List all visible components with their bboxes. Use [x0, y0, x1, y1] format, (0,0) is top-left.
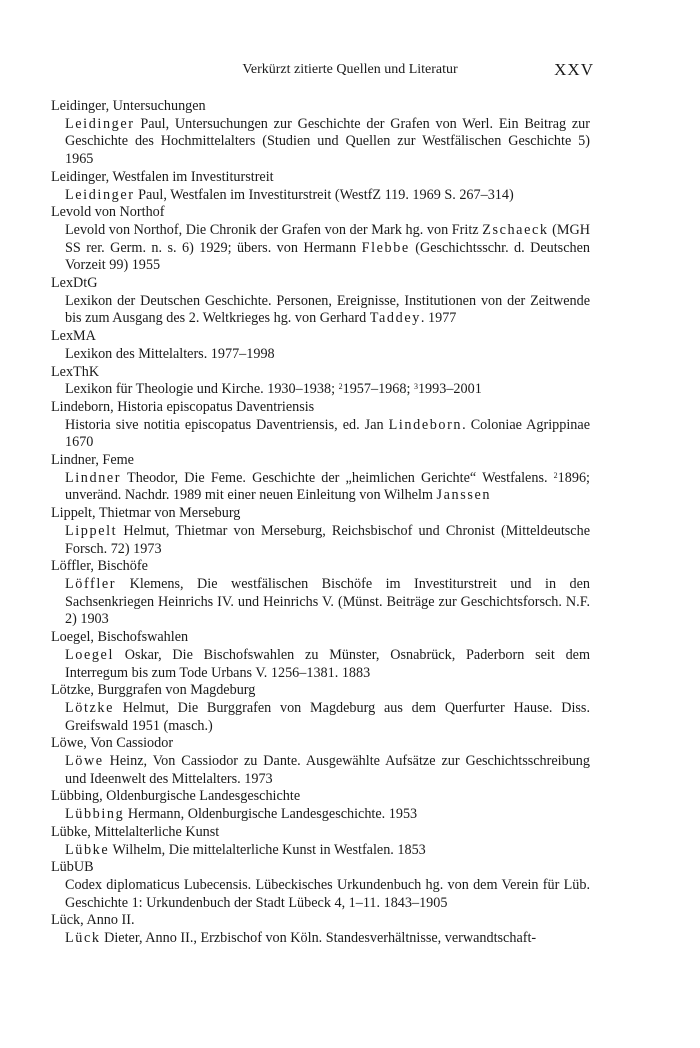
bibliography-entry: [51, 275, 590, 328]
bibliography-entry: [51, 204, 590, 275]
entry-key: Löwe, Von Cassiodor: [51, 735, 174, 752]
entry-citation: Löffler Klemens, Die westfälischen Bischöfe im Investiturstreit und in den Sachsenkriegen Heinrichs IV. und Heinrichs V. (Münst. Beiträge zur Geschichtsforsch. N.F. 2) 1903: [65, 575, 590, 628]
bibliography-entry: [51, 98, 590, 169]
page-number: XXV: [554, 60, 594, 79]
entry-editor: Lindeborn: [388, 416, 463, 433]
bibliography-entry: [51, 912, 590, 947]
entry-translator: Flebbe: [361, 239, 410, 256]
bibliography-entry: [51, 364, 590, 399]
entry-key: Lübke, Mittelalterliche Kunst: [51, 823, 220, 840]
entry-author: Loegel: [65, 646, 114, 663]
entry-key: Lübbing, Oldenburgische Landesgeschichte: [51, 788, 301, 805]
entry-introducer: Janssen: [436, 487, 492, 504]
entry-citation: Leidinger Paul, Westfalen im Investiturstreit (WestfZ 119. 1969 S. 267–314): [65, 186, 514, 203]
entry-key: Lindeborn, Historia episcopatus Daventriensis: [51, 398, 315, 415]
bibliography-entry: [51, 328, 590, 363]
entry-citation: Levold von Northof, Die Chronik der Grafen von der Mark hg. von Fritz Zschaeck (MGH SS rer. Germ. n. s. 6) 1929; übers. von Hermann Flebbe (Geschichtsschr. d. Deutschen Vorzeit 99) 1955: [65, 221, 590, 274]
entry-author: Lindner: [65, 469, 122, 486]
running-title: Verkürzt zitierte Quellen und Literatur: [242, 62, 458, 77]
bibliography-entry: [51, 558, 590, 629]
bibliography-entry: [51, 169, 590, 204]
entry-key: Lück, Anno II.: [51, 912, 135, 929]
entry-citation: Lippelt Helmut, Thietmar von Merseburg, Reichsbischof und Chronist (Mitteldeutsche Forsch. 72) 1973: [65, 522, 590, 557]
entry-key: LexThK: [51, 363, 100, 380]
entry-citation: Lexikon der Deutschen Geschichte. Personen, Ereignisse, Institutionen von der Zeitwende bis zum Ausgang des 2. Weltkrieges hg. von Gerhard Taddey. 1977: [65, 292, 590, 327]
bibliography-entry: [51, 824, 590, 859]
entry-key: Leidinger, Westfalen im Investiturstreit: [51, 168, 274, 185]
running-header: [0, 62, 700, 84]
entry-key: LexMA: [51, 328, 96, 345]
entry-key: Löffler, Bischöfe: [51, 558, 148, 575]
entry-editor: Zschaeck: [482, 221, 549, 238]
entry-key: LübUB: [51, 859, 94, 876]
entry-key: Lötzke, Burggrafen von Magdeburg: [51, 682, 256, 699]
entry-citation: Lexikon für Theologie und Kirche. 1930–1938; $^2$1957–1968; $^3$1993–2001: [65, 381, 482, 398]
entry-editor: Taddey: [369, 310, 421, 327]
entry-key: Leidinger, Untersuchungen: [51, 98, 206, 114]
bibliography-entry: [51, 735, 590, 788]
entry-citation: Lübbing Hermann, Oldenburgische Landesgeschichte. 1953: [65, 806, 418, 823]
entry-author: Lippelt: [65, 522, 118, 539]
entry-citation: Lexikon des Mittelalters. 1977–1998: [65, 345, 275, 362]
entry-key: Loegel, Bischofswahlen: [51, 629, 189, 646]
entry-key: Lindner, Feme: [51, 452, 134, 469]
edition-superscript: 3: [413, 382, 418, 392]
bibliography-entry: [51, 399, 590, 452]
entry-author: Löwe: [65, 753, 104, 770]
entry-citation: Lück Dieter, Anno II., Erzbischof von Köln. Standesverhältnisse, verwandtschaft-: [65, 930, 537, 947]
entry-citation: Lötzke Helmut, Die Burggrafen von Magdeburg aus dem Querfurter Hause. Diss. Greifswald 1951 (masch.): [65, 699, 590, 734]
entry-author: Lübbing: [65, 806, 125, 823]
entry-key: Levold von Northof: [51, 204, 165, 221]
bibliography-entry: [51, 859, 590, 912]
entry-citation: Codex diplomaticus Lubecensis. Lübeckisches Urkundenbuch hg. von dem Verein für Lüb. Geschichte 1: Urkundenbuch der Stadt Lübeck 4, 1–11. 1843–1905: [65, 876, 590, 911]
entry-author: Lück: [65, 930, 101, 947]
bibliography-entry: [51, 788, 590, 823]
entry-key: Lippelt, Thietmar von Merseburg: [51, 505, 241, 522]
entry-citation: Löwe Heinz, Von Cassiodor zu Dante. Ausgewählte Aufsätze zur Geschichtsschreibung und Ideenwelt des Mittelalters. 1973: [65, 753, 590, 787]
edition-superscript: 2: [338, 382, 343, 392]
bibliography-entry: [51, 505, 590, 558]
entry-citation: Lindner Theodor, Die Feme. Geschichte der „heimlichen Gerichte“ Westfalens. $^2$1896; unveränd. Nachdr. 1989 mit einer neuen Einleitung von Wilhelm Janssen: [65, 469, 590, 504]
entry-citation: Leidinger Paul, Untersuchungen zur Geschichte der Grafen von Werl. Ein Beitrag zur Geschichte des Hochmittelalters (Studien und Quellen zur Westfälischen Geschichte 5) 1965: [65, 115, 590, 168]
entry-author: Leidinger: [65, 115, 135, 132]
entry-author: Löffler: [65, 575, 117, 592]
entry-author: Lötzke: [65, 699, 114, 716]
entry-key: LexDtG: [51, 275, 98, 292]
entry-citation: Lübke Wilhelm, Die mittelalterliche Kunst in Westfalen. 1853: [65, 841, 426, 858]
entry-author: Leidinger: [65, 186, 135, 203]
entry-citation: Historia sive notitia episcopatus Daventriensis, ed. Jan Lindeborn. Coloniae Agrippinae 1670: [65, 416, 590, 451]
edition-superscript: 2: [553, 470, 558, 480]
bibliography-list: [51, 98, 590, 948]
bibliography-entry: [51, 629, 590, 682]
bibliography-entry: [51, 682, 590, 735]
bibliography-entry: [51, 452, 590, 505]
entry-citation: Loegel Oskar, Die Bischofswahlen zu Münster, Osnabrück, Paderborn seit dem Interregum bis zum Tode Urbans V. 1256–1381. 1883: [65, 646, 590, 681]
entry-author: Lübke: [65, 841, 110, 858]
